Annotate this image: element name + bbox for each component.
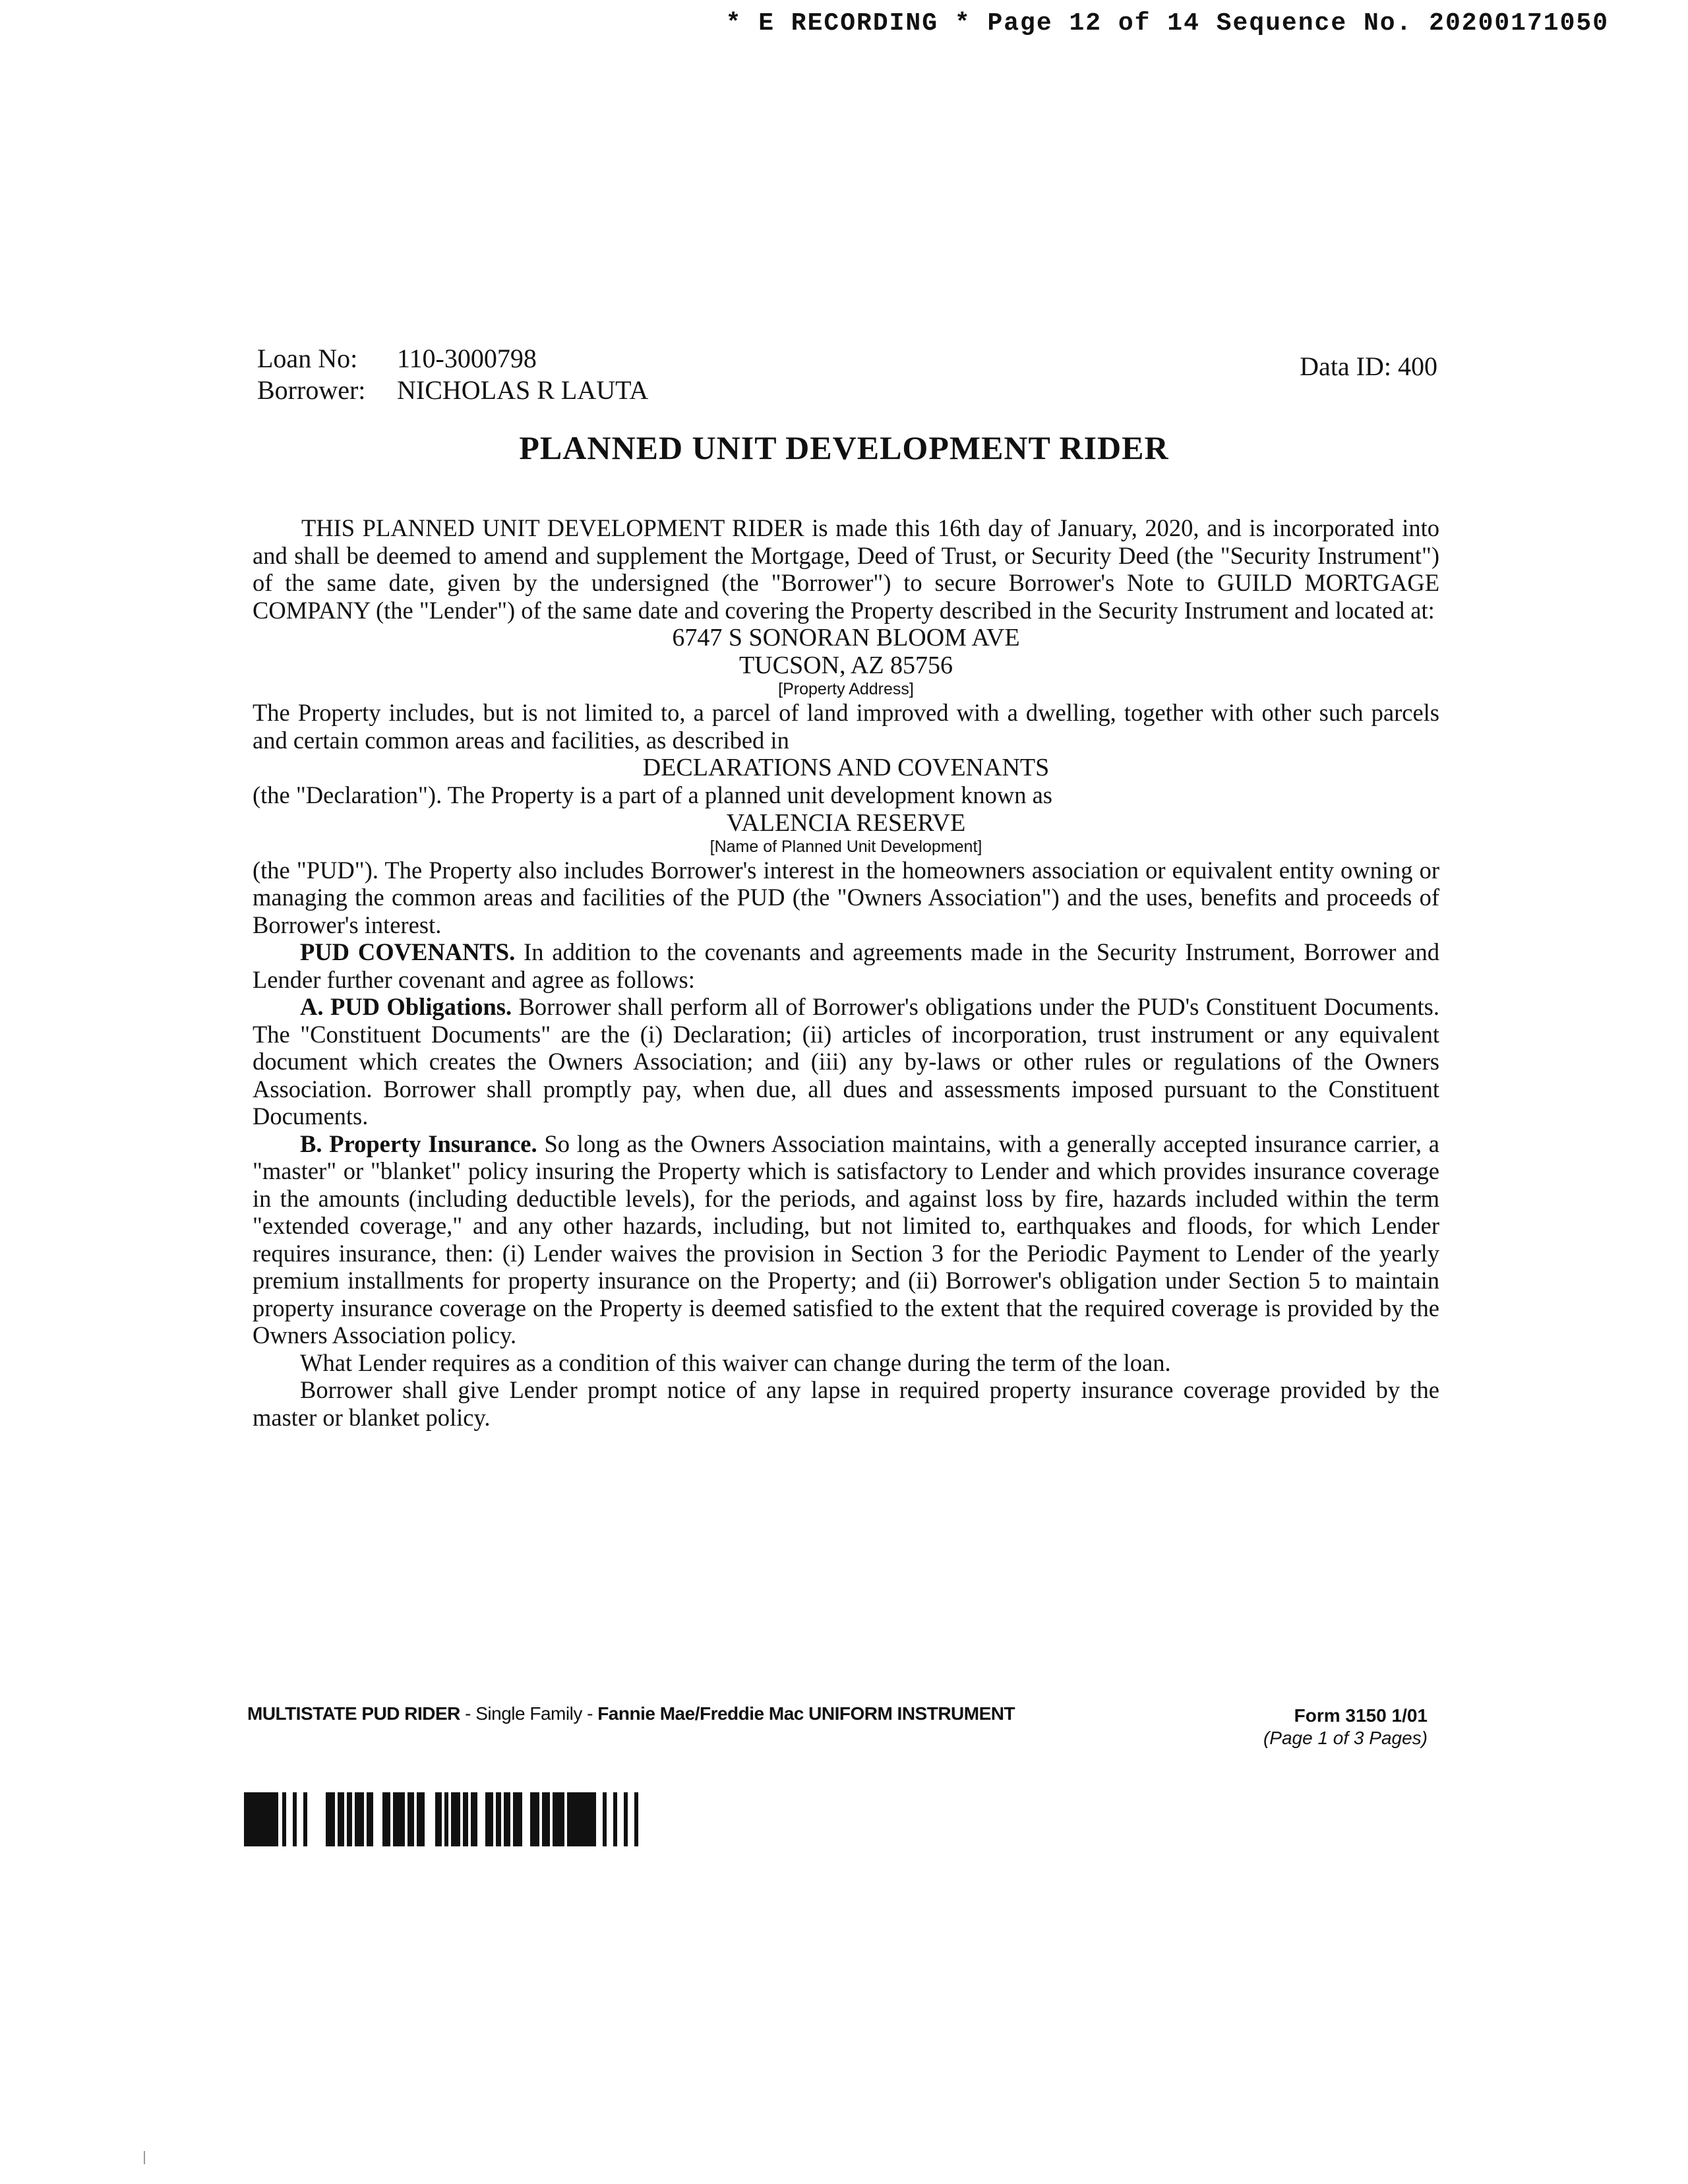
recording-header: * E RECORDING * Page 12 of 14 Sequence No. 20200171050 [725,9,1609,38]
barcode-bar [451,1792,460,1846]
barcode-bar [522,1792,530,1846]
covenants-paragraph [253,938,1439,993]
barcode-bar [471,1792,477,1846]
barcode-bar [607,1792,613,1846]
barcode-bar [307,1792,326,1846]
address-caption: [Property Address] [778,680,914,698]
pud-paragraph: (the "PUD"). The Property also includes Borrower's interest in the homeowners association or equivalent entity owning or managing the common areas and facilities of the PUD (the "Owners Association") and the uses, benefits and proceeds of Borrower's interest. [253,856,1439,938]
barcode-bar [496,1792,501,1846]
data-id: Data ID: 400 [1300,351,1437,381]
section-b-text: So long as the Owners Association maintains, with a generally accepted insurance carrier, a "master" or "blanket" policy insuring the Property which is satisfactory to Lender and which provides insurance coverage in the amounts (including deductible levels), for the periods, and against loss by fire, hazards included within the term "extended coverage," and any other hazards, including, but not limited to, earthquakes and floods, for which Lender requires insurance, then: (i) Lender waives the provision in Section 3 for the Periodic Payment to Lender of the yearly premium installments for property insurance on the Property; and (ii) Borrower's obligation under Section 5 to maintain property insurance coverage on the Property is deemed satisfied to the extent that the required coverage is provided by the Owners Association policy. [253,1130,1440,1349]
footer-form-info [1263,1705,1428,1749]
address-line2: TUCSON, AZ 85756 [738,652,953,679]
footer-title-bold2: Fannie Mae/Freddie Mac UNIFORM INSTRUMENT [597,1703,1015,1724]
barcode-image [244,1792,638,1846]
borrower-name: NICHOLAS R LAUTA [397,375,649,405]
property-includes-paragraph: The Property includes, but is not limited to, a parcel of land improved with a dwelling, together with other such parcels and certain common areas and facilities, as described in [253,699,1439,754]
barcode-bar [347,1792,352,1846]
pud-name: VALENCIA RESERVE [726,808,966,837]
barcode-bar [477,1792,485,1846]
barcode-bar [425,1792,435,1846]
form-number: Form 3150 1/01 [1294,1705,1428,1726]
borrower-label: Borrower: [257,375,366,405]
barcode-bar [628,1792,634,1846]
covenants-text: In addition to the covenants and agreements made in the Security Instrument, Borrower and Lender further covenant and agree as follows: [253,938,1440,993]
loan-info [257,343,648,406]
declarations-name: DECLARATIONS AND COVENANTS [642,754,1050,781]
section-a-heading: A. PUD Obligations. [300,993,512,1020]
barcode-bar [393,1792,405,1846]
footer-form-title [247,1703,1015,1724]
footer-title-bold: MULTISTATE PUD RIDER [247,1703,460,1724]
covenants-heading: PUD COVENANTS. [300,938,516,965]
waiver-paragraph: What Lender requires as a condition of this waiver can change during the term of the loan. [300,1349,1171,1376]
address-line1: 6747 S SONORAN BLOOM AVE [672,624,1020,652]
barcode-bar [553,1792,564,1846]
section-a-text: Borrower shall perform all of Borrower's obligations under the PUD's Constituent Documents. The "Constituent Documents" are the (i) Declaration; (ii) articles of incorporation, trust instrument or any equivalent document which creates the Owners Association; and (iii) any by-laws or other rules or regulations of the Owners Association. Borrower shall promptly pay, when due, all dues and assessments imposed pursuant to the Constituent Documents. [253,993,1440,1130]
intro-paragraph: THIS PLANNED UNIT DEVELOPMENT RIDER is made this 16th day of January, 2020, and is incorporated into and shall be deemed to amend and supplement the Mortgage, Deed of Trust, or Security Deed (the "Security Instrument") of the same date, given by the undersigned (the "Borrower") to secure Borrower's Note to GUILD MORTGAGE COMPANY (the "Lender") of the same date and covering the Property described in the Security Instrument and located at: [253,514,1439,624]
section-b-paragraph [253,1130,1439,1349]
barcode-bar [407,1792,414,1846]
barcode-bar [617,1792,624,1846]
barcode-bar [244,1792,278,1846]
barcode-bar [504,1792,510,1846]
section-a-paragraph [253,993,1439,1130]
pud-caption: [Name of Planned Unit Development] [709,837,982,856]
barcode-bar [367,1792,373,1846]
barcode-bar [373,1792,382,1846]
notice-paragraph: Borrower shall give Lender prompt notice of any lapse in required property insurance coverage provided by the master or blanket policy. [253,1376,1439,1431]
barcode-bar [326,1792,335,1846]
barcode-bar [297,1792,303,1846]
barcode-bar [567,1792,596,1846]
barcode-bar [634,1792,638,1846]
section-b-heading: B. Property Insurance. [300,1130,537,1157]
loan-no-label: Loan No: [257,344,358,373]
barcode-bar [513,1792,522,1846]
barcode-bar [542,1792,550,1846]
barcode-bar [485,1792,493,1846]
barcode-bar [286,1792,293,1846]
declaration-paragraph: (the "Declaration"). The Property is a part of a planned unit development known as [253,781,1052,808]
document-title: PLANNED UNIT DEVELOPMENT RIDER [519,429,1169,466]
barcode-bar [463,1792,468,1846]
barcode-bar [596,1792,603,1846]
footer-title-normal: - Single Family - [460,1703,598,1724]
document-body [253,514,1439,1431]
barcode-bar [382,1792,390,1846]
scan-mark [144,2151,145,2164]
page-count: (Page 1 of 3 Pages) [1263,1728,1428,1748]
loan-no: 110-3000798 [397,344,537,373]
barcode-bar [338,1792,344,1846]
barcode-bar [530,1792,539,1846]
barcode-bar [355,1792,364,1846]
barcode-bar [435,1792,442,1846]
barcode-bar [417,1792,425,1846]
